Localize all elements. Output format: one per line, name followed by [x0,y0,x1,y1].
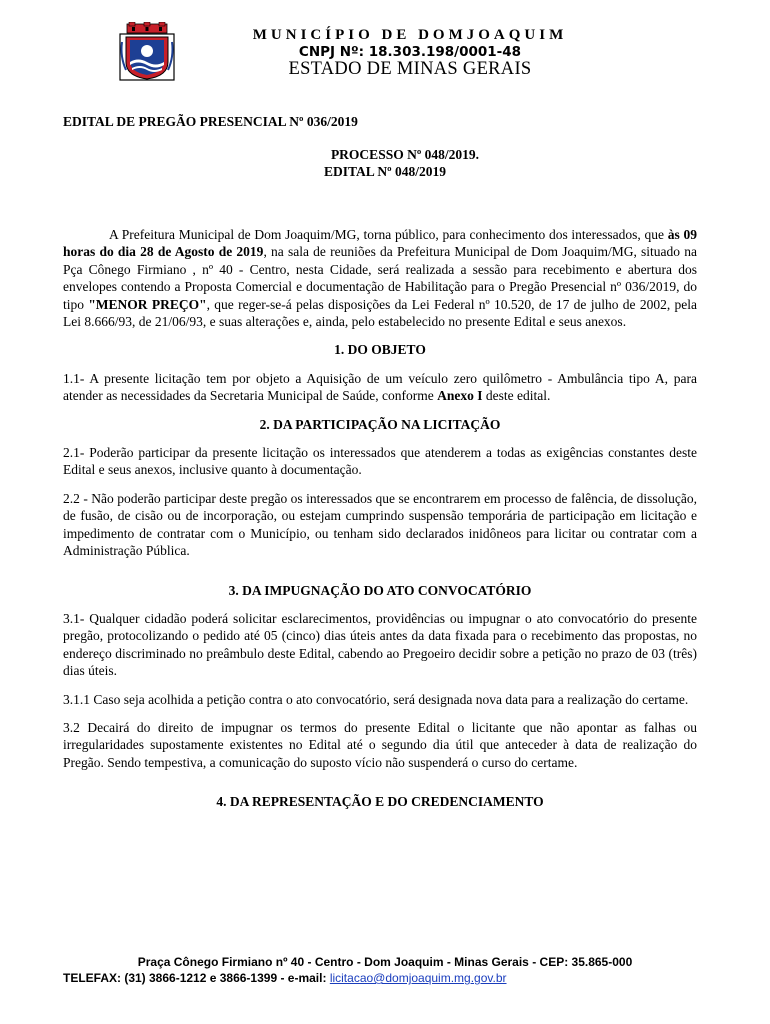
intro-type: "MENOR PREÇO" [88,296,207,312]
intro-paragraph [63,226,697,330]
footer-address: Praça Cônego Firmiano nº 40 - Centro - Dom Joaquim - Minas Gerais - CEP: 35.865-000 [137,955,633,969]
municipality-name: MUNICÍPIO DE DOMJOAQUIM [252,27,568,43]
intro-text: , que reger-se-á pelas disposições da Lei Federal nº 10.520, de 17 de julho de 2002, pela Lei 8.666/93, de 21/06/93, e suas alterações e, ainda, pelo estabelecido no presente Edital e seus anexos. [63,296,697,330]
intro-text: , na sala de reuniões da Prefeitura Municipal de Dom Joaquim/MG, situado na Pça Cônego Firmiano , nº 40 - Centro, nesta Cidade, será realizada a sessão para recebimento e abertura dos envelopes contendo a Proposta Comercial e documentação de Habilitação para o Pregão Presencial nº 036/2019, do tipo [63,244,697,312]
process-block [0,146,770,180]
clause-text: 1.1- A presente licitação tem por objeto a Aquisição de um veículo zero quilômetro - Ambulância tipo A, para atender as necessidades da Secretaria Municipal de Saúde, conforme [63,370,697,404]
intro-date: às 09 horas do dia 28 de Agosto de 2019 [63,227,697,260]
email-link[interactable]: licitacao@domjoaquim.mg.gov.br [329,971,507,985]
document-title: EDITAL DE PREGÃO PRESENCIAL Nº 036/2019 [63,114,358,129]
process-number: PROCESSO Nº 048/2019. [330,147,480,162]
clause-3-2: 3.2 Decairá do direito de impugnar os termos do presente Edital o licitante que não apontar as falhas ou irregularidades supostamente existentes no Edital até o segundo dia útil que anteceder à data de realização do Pregão. Sendo tempestiva, a comunicação do suposto vício não suspenderá o curso do certame. [63,719,697,770]
intro-text: A Prefeitura Municipal de Dom Joaquim/MG, torna público, para conhecimento dos interessados, que [109,227,668,242]
clause-2-1: 2.1- Poderão participar da presente licitação os interessados que atenderem a todas as exigências constantes deste Edital e seus anexos, inclusive quanto à documentação. [63,445,697,478]
municipal-crest-icon [118,22,176,82]
letterhead-footer [0,954,770,986]
section-heading-participation: 2. DA PARTICIPAÇÃO NA LICITAÇÃO [259,416,501,432]
clause-text: deste edital. [482,388,551,404]
cnpj: CNPJ Nº: 18.303.198/0001-48 [298,44,522,60]
clause-3-1-1: 3.1.1 Caso seja acolhida a petição contra o ato convocatório, será designada nova data para a realização do certame. [63,691,689,707]
state-name: ESTADO DE MINAS GERAIS [288,59,532,79]
document-body [63,226,697,822]
clause-1-1 [63,370,697,405]
footer-contact [0,970,770,986]
clause-3-1: 3.1- Qualquer cidadão poderá solicitar esclarecimentos, providências ou impugnar o ato convocatório do presente pregão, protocolizando o pedido até 05 (cinco) dias úteis antes da data fixada para o recebimento das propostas, no endereço discriminado no preâmbulo deste Edital, cabendo ao Pregoeiro decidir sobre a petição no prazo de 03 (três) dias úteis. [63,610,697,679]
section-heading-impugnation: 3. DA IMPUGNAÇÃO DO ATO CONVOCATÓRIO [228,582,532,598]
annex-reference: Anexo I [437,388,483,404]
clause-2-2: 2.2 - Não poderão participar deste pregão os interessados que se encontrarem em processo de falência, de dissolução, de fusão, de cisão ou de incorporação, ou estejam cumprindo suspensão temporária de participação em licitação e impedimento de contratar com o Município, ou tenham sido declarados inidôneos para licitar ou contratar com a Administração Pública. [63,490,697,559]
letterhead [0,0,770,95]
edital-number: EDITAL Nº 048/2019 [324,164,446,179]
section-heading-object: 1. DO OBJETO [334,342,426,358]
footer-phones: TELEFAX: (31) 3866-1212 e 3866-1399 - e-mail: [63,971,330,985]
section-heading-representation: 4. DA REPRESENTAÇÃO E DO CREDENCIAMENTO [216,794,544,810]
